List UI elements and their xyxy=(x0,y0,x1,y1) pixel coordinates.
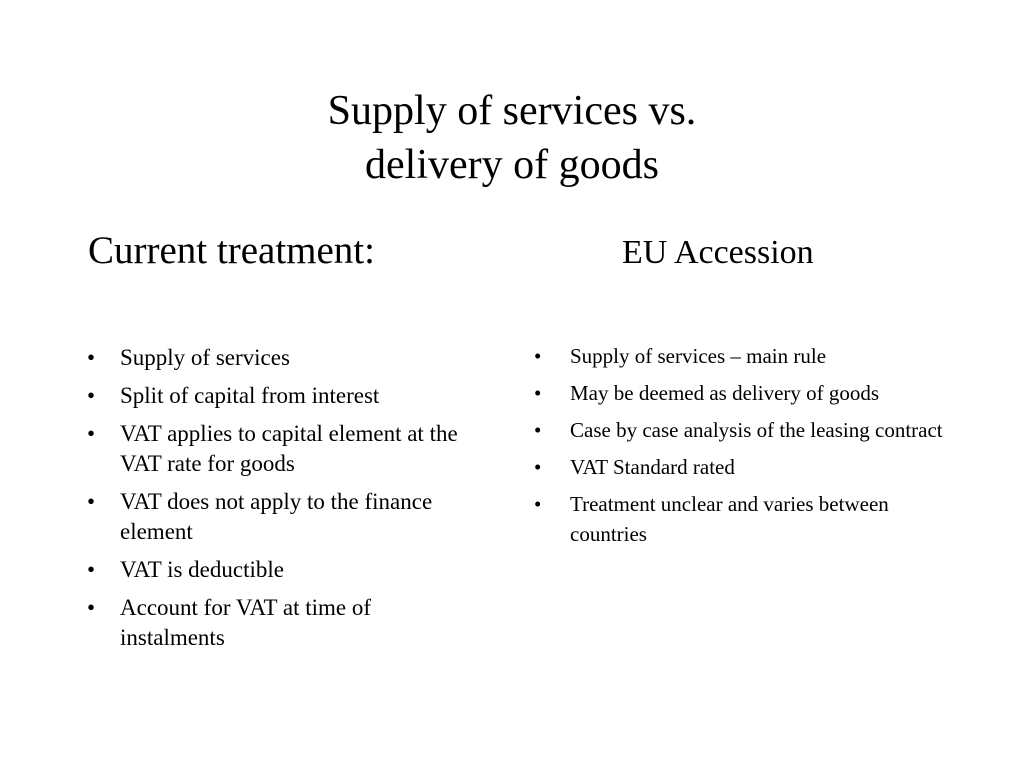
bullet-icon: • xyxy=(87,383,96,408)
list-item-text: Treatment unclear and varies between countries xyxy=(570,492,889,546)
slide-title-line-1: Supply of services vs. xyxy=(327,88,697,134)
bullet-icon: • xyxy=(534,344,542,368)
eu-accession-list xyxy=(534,341,950,556)
eu-accession-heading: EU Accession xyxy=(622,234,814,271)
bullet-icon: • xyxy=(534,381,542,405)
list-item xyxy=(87,343,480,373)
bullet-icon: • xyxy=(87,557,96,582)
list-item xyxy=(87,593,480,653)
list-item-text: Supply of services – main rule xyxy=(570,344,827,368)
bullet-icon: • xyxy=(87,421,96,446)
slide-title-line-2: delivery of goods xyxy=(365,142,659,188)
list-item xyxy=(87,381,480,411)
list-item-text: Split of capital from interest xyxy=(120,383,380,408)
list-item-text: VAT is deductible xyxy=(120,557,284,582)
bullet-icon: • xyxy=(534,418,542,442)
list-item-text: Supply of services xyxy=(120,345,290,370)
current-treatment-list xyxy=(87,343,480,661)
list-item xyxy=(534,378,950,408)
list-item xyxy=(534,341,950,371)
bullet-icon: • xyxy=(534,492,542,516)
list-item xyxy=(87,419,480,479)
list-item xyxy=(87,487,480,547)
bullet-icon: • xyxy=(87,345,96,370)
list-item xyxy=(534,489,950,549)
slide-title xyxy=(0,84,1024,192)
bullet-icon: • xyxy=(87,489,96,514)
list-item xyxy=(534,415,950,445)
bullet-icon: • xyxy=(534,455,542,479)
list-item xyxy=(87,555,480,585)
list-item-text: VAT does not apply to the finance element xyxy=(120,489,433,544)
list-item-text: VAT Standard rated xyxy=(570,455,735,479)
list-item-text: VAT applies to capital element at the VAT rate for goods xyxy=(120,421,458,476)
list-item xyxy=(534,452,950,482)
list-item-text: Case by case analysis of the leasing contract xyxy=(570,418,943,442)
list-item-text: May be deemed as delivery of goods xyxy=(570,381,880,405)
bullet-icon: • xyxy=(87,595,96,620)
current-treatment-heading: Current treatment: xyxy=(88,229,375,272)
list-item-text: Account for VAT at time of instalments xyxy=(120,595,372,650)
